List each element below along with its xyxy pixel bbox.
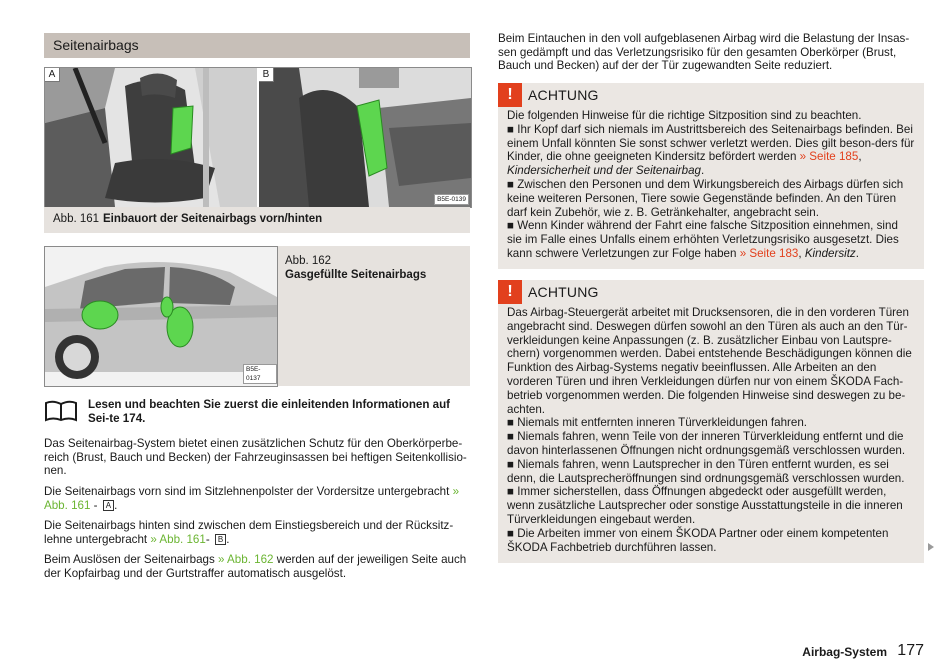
warning-icon: ! xyxy=(498,83,522,107)
figure-162-block xyxy=(44,246,470,386)
figure-161-caption-title: Einbauort der Seitenairbags vorn/hinten xyxy=(103,213,323,225)
warning-box-2 xyxy=(498,280,924,563)
figure-ref-b: B xyxy=(215,534,226,545)
front-airbags-paragraph: Die Seitenairbags vorn sind im Sitzlehnenpolster der Vordersitze untergebracht » Abb. 161 - A . xyxy=(44,485,460,512)
figure-161-panel-a xyxy=(45,68,257,207)
figure-162-link[interactable]: » Abb. 162 xyxy=(218,553,274,566)
figure-ref-a: A xyxy=(103,500,114,511)
read-note xyxy=(44,397,470,429)
section-title: Seitenairbags xyxy=(53,37,139,53)
figure-label-b: B xyxy=(259,68,274,82)
intro-paragraph: Das Seitenairbag-System bietet einen zusätzlichen Schutz für den Oberkörperbe-reich (Brust, Bauch und Becken) der Fahrzeuginsassen bei heftigen Seitenkollisio-nen. xyxy=(44,437,467,478)
figure-162-code: B5E-0137 xyxy=(243,364,277,384)
warning-icon: ! xyxy=(498,280,522,304)
rear-seat-illustration xyxy=(259,68,471,207)
warning-header-1 xyxy=(498,83,924,107)
figure-161-caption-prefix: Abb. 161 xyxy=(53,213,100,225)
figure-161-image xyxy=(44,67,472,208)
rear-airbags-paragraph: Die Seitenairbags hinten sind zwischen dem Einstiegsbereich und der Rücksitz-lehne untergebracht » Abb. 161- B . xyxy=(44,519,454,546)
deployment-paragraph: Beim Auslösen der Seitenairbags » Abb. 162 werden auf der jeweiligen Seite auch der Kopfairbag und der Gurtstraffer automatisch ausgelöst. xyxy=(44,553,467,580)
figure-161-panel-b xyxy=(259,68,471,207)
figure-161-link-2[interactable]: » Abb. 161 xyxy=(150,532,206,546)
figure-162-caption-title: Gasgefüllte Seitenairbags xyxy=(285,269,427,281)
footer-chapter-label: Airbag-System xyxy=(802,645,887,659)
read-note-text: Lesen und beachten Sie zuerst die einleitenden Informationen auf Sei-te 174. xyxy=(88,398,451,425)
figure-162-caption-prefix: Abb. 162 xyxy=(285,255,332,267)
right-intro-paragraph: Beim Eintauchen in den voll aufgeblasenen Airbag wird die Belastung der Insas-sen gedämpft und das Verletzungsrisiko für den gesamten Oberkörper (Brust, Bauch und Becken) auf der der Tür zugewandten Seite reduziert. xyxy=(498,32,910,73)
book-icon xyxy=(44,400,78,422)
figure-161-link[interactable]: » Abb. 161 xyxy=(44,485,460,512)
section-header xyxy=(44,33,470,58)
page-number: 177 xyxy=(897,642,924,659)
continue-arrow-icon xyxy=(928,543,934,551)
page-185-link[interactable]: » Seite 185 xyxy=(799,150,859,164)
warning-header-2 xyxy=(498,280,924,304)
front-seat-illustration xyxy=(45,68,257,207)
figure-162-image xyxy=(44,246,278,387)
figure-161-caption-bar xyxy=(44,207,470,233)
figure-label-a: A xyxy=(45,68,60,82)
warning-title-1: ACHTUNG xyxy=(528,87,599,103)
warning-body-1: Die folgenden Hinweise für die richtige Sitzposition sind zu beachten. ■ Ihr Kopf darf sich niemals im Austrittsbereich des Seitenairbags befinden. Bei einem Unfall könnten Sie sonst schwer verletzt werden. Dies gilt beson-ders für Kinder, die ohne geeigneten Kindersitz befördert werden » Seite 185, Kindersicherheit und der Seitenairbag. ■ Zwischen den Personen und dem Wirkungsbereich des Airbags dürfen sich keine weiteren Personen, Tiere sowie Gegenstände befinden. An den Türen darf kein Zubehör, wie z. B. Getränkehalter, angebracht sein. ■ Wenn Kinder während der Fahrt eine falsche Sitzposition einnehmen, sind sie im Falle eines Unfalls einem erhöhten Verletzungsrisiko ausgesetzt. Dies kann schwere Verletzungen zur Folge haben » Seite 183, Kindersitz. xyxy=(507,109,915,260)
figure-161-code: B5E-0139 xyxy=(434,194,469,205)
page-183-link[interactable]: » Seite 183 xyxy=(739,246,799,260)
warning-body-2: Das Airbag-Steuergerät arbeitet mit Drucksensoren, die in den vorderen Türen angebracht sind. Deswegen dürfen sowohl an den Türen als auch an den Tür-verkleidungen keine Anpassungen (z. B. zusätzlicher Einbau von Lautspre-chern) vorgenommen werden. Dabei entstehende Beschädigungen können die Funktion des Airbag-Systems negativ beeinflussen. Alle Arbeiten an den vorderen Türen und ihren Verkleidungen dürfen nur von einem ŠKODA Fach-betrieb vorgenommen werden. Die folgenden Hinweise sind deswegen zu be-achten. ■ Niemals mit entfernten inneren Türverkleidungen fahren. ■ Niemals fahren, wenn Teile von der inneren Türverkleidung entfernt und die davon hinterlassenen Öffnungen nicht ordnungsgemäß verschlossen wurden. ■ Niemals fahren, wenn Lautsprecher in den Türen entfernt wurden, es sei denn, die Lautsprecheröffnungen sind ordnungsgemäß verschlossen wurden. ■ Immer sicherstellen, dass Öffnungen abgedeckt oder ausgefüllt werden, wenn zusätzliche Lautsprecher oder sonstige Ausstattungsteile in die inneren Türverkleidungen eingebaut werden. ■ Die Arbeiten immer von einem ŠKODA Partner oder einem kompetenten ŠKODA Fachbetrieb durchführen lassen. xyxy=(507,306,912,554)
warning-box-1 xyxy=(498,83,924,269)
warning-title-2: ACHTUNG xyxy=(528,284,599,300)
